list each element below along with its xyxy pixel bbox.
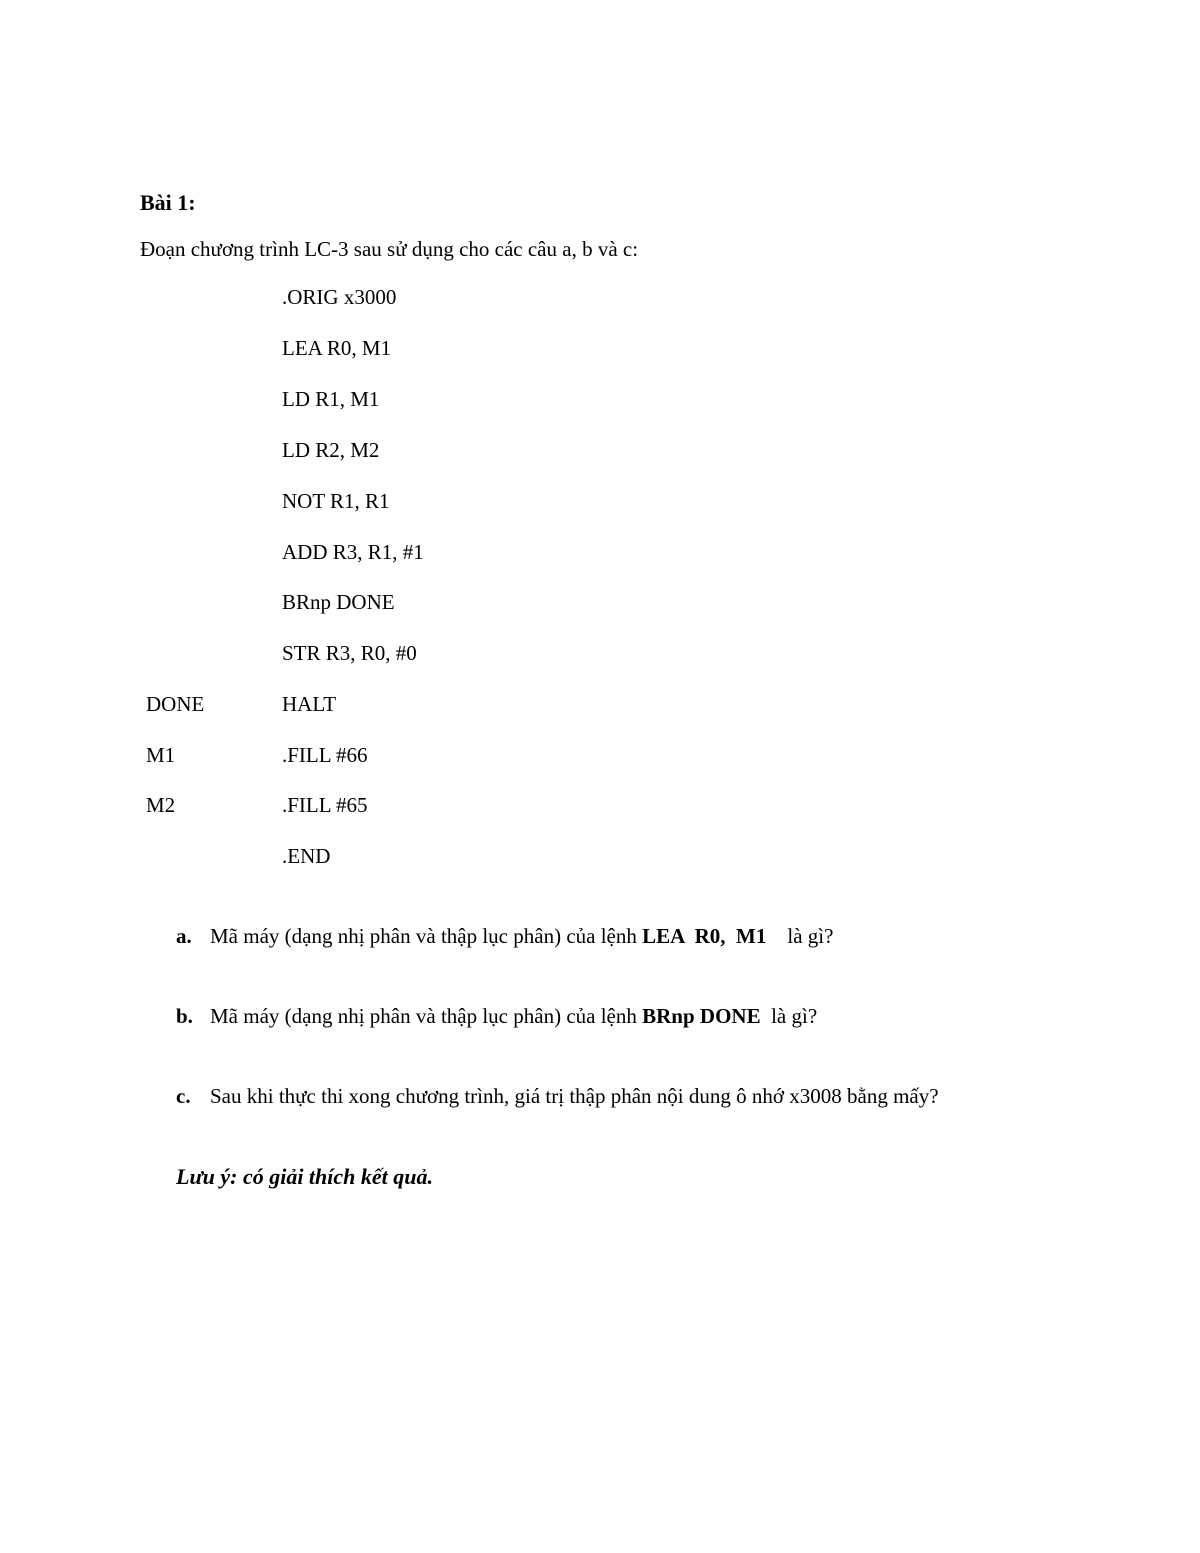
code-instruction: .FILL #66	[282, 743, 368, 767]
code-instruction: ADD R3, R1, #1	[282, 540, 424, 564]
question-a	[176, 924, 833, 949]
code-label: DONE	[146, 692, 205, 716]
note-text: Lưu ý: có giải thích kết quả.	[176, 1164, 434, 1189]
exercise-title: Bài 1:	[140, 190, 196, 215]
question-marker: a.	[176, 924, 192, 948]
question-marker: b.	[176, 1004, 193, 1028]
code-instruction: LEA R0, M1	[282, 336, 392, 360]
code-instruction: .END	[282, 844, 331, 868]
code-instruction: .ORIG x3000	[282, 285, 397, 309]
question-b	[176, 1004, 817, 1029]
code-instruction: HALT	[282, 692, 337, 716]
question-text: Mã máy (dạng nhị phân và thập lục phân) của lệnh	[210, 1004, 643, 1028]
code-instruction: LD R1, M1	[282, 387, 380, 411]
question-marker: c.	[176, 1084, 191, 1108]
question-suffix: là gì?	[766, 924, 834, 948]
question-text: Mã máy (dạng nhị phân và thập lục phân) của lệnh	[210, 924, 643, 948]
question-text: Sau khi thực thi xong chương trình, giá trị thập phân nội dung ô nhớ x3008 bằng mấy?	[210, 1084, 939, 1108]
question-suffix: là gì?	[760, 1004, 818, 1028]
question-instruction: LEA R0, M1	[642, 924, 767, 948]
intro-text: Đoạn chương trình LC-3 sau sử dụng cho các câu a, b và c:	[140, 237, 639, 261]
code-label: M1	[146, 743, 176, 767]
code-instruction: NOT R1, R1	[282, 489, 390, 513]
code-instruction: .FILL #65	[282, 793, 368, 817]
question-instruction: BRnp DONE	[642, 1004, 761, 1028]
code-label: M2	[146, 793, 176, 817]
code-instruction: LD R2, M2	[282, 438, 380, 462]
question-c	[176, 1084, 939, 1109]
code-instruction: BRnp DONE	[282, 590, 395, 614]
code-instruction: STR R3, R0, #0	[282, 641, 417, 665]
